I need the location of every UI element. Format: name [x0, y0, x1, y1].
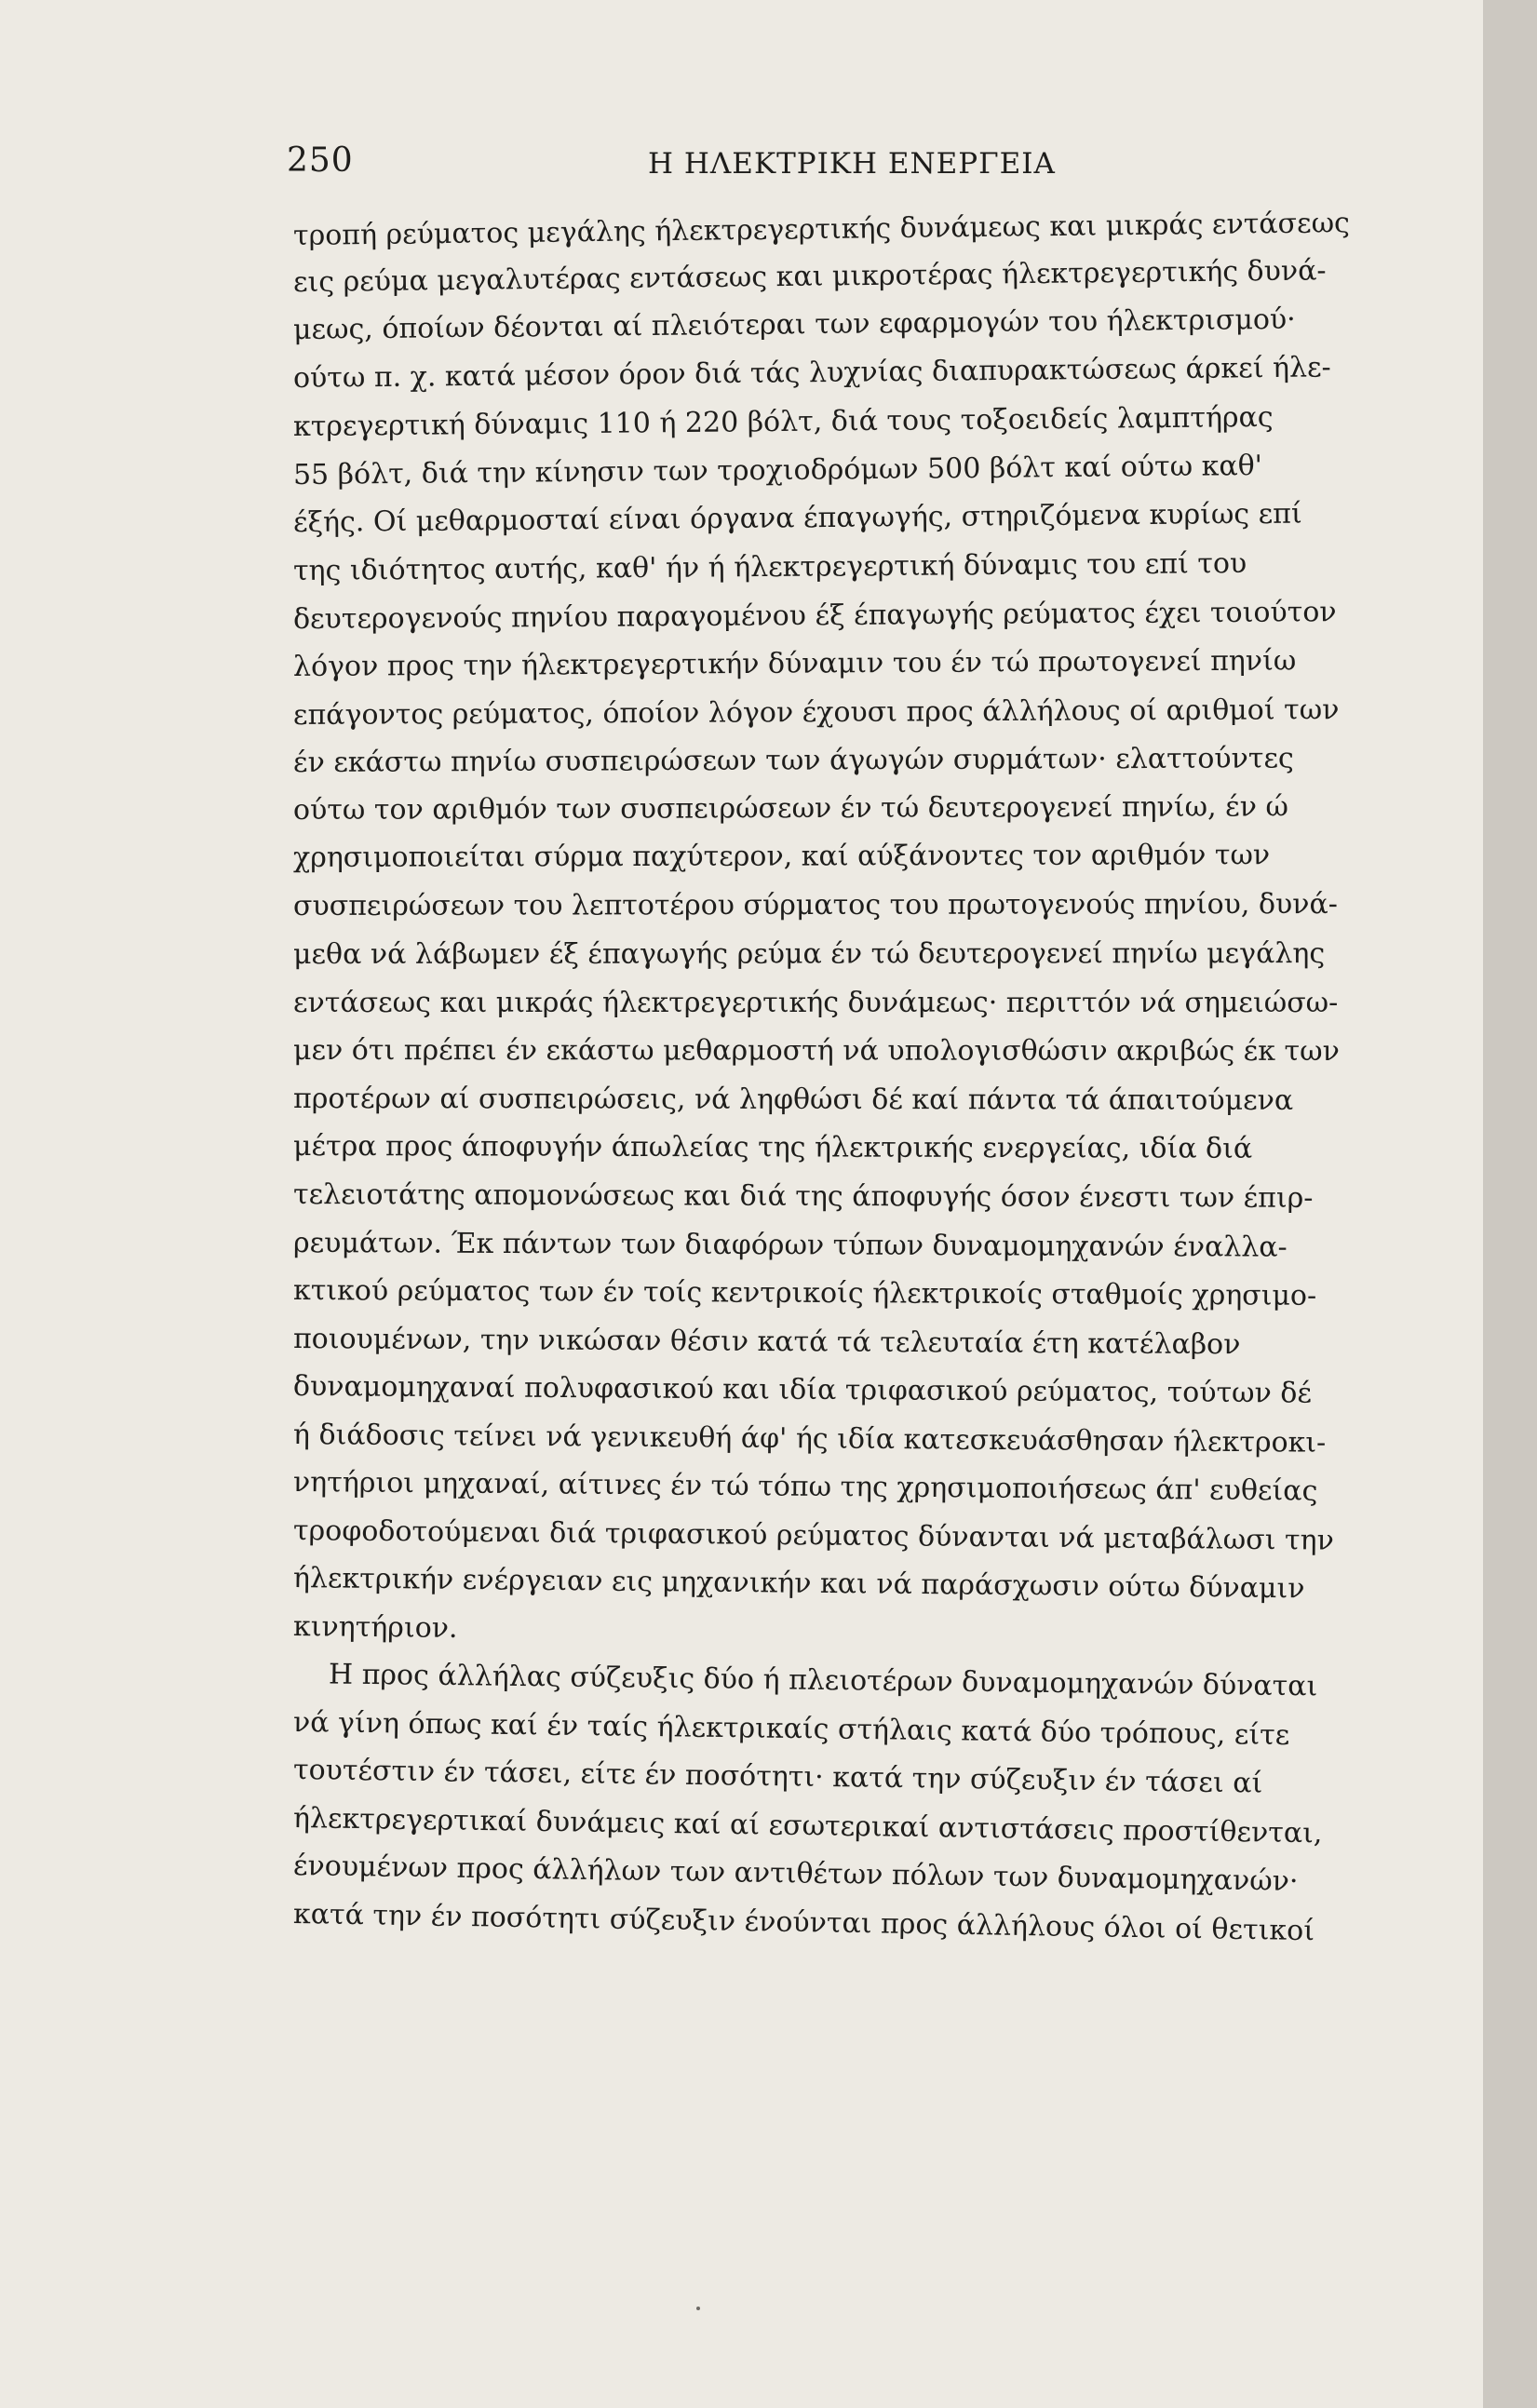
text-line: έξής. Οί μεθαρμοσταί είναι όργανα έπαγωγής, στηριζόμενα κυρίως επί [292, 497, 1302, 539]
paper-speck [696, 2307, 700, 2310]
text-line: εις ρεύμα μεγαλυτέρας εντάσεως και μικροτέρας ήλεκτρεγερτικής δυνά- [292, 254, 1327, 299]
text-line: τροπή ρεύματος μεγάλης ήλεκτρεγερτικής δυνάμεως και μικράς εντάσεως [292, 207, 1351, 252]
text-line: ούτω τον αριθμόν των συσπειρώσεων έν τώ δευτερογενεί πηνίω, έν ώ [292, 790, 1288, 827]
page-edge-shadow [1483, 0, 1537, 2408]
text-line: χρησιμοποιείται σύρμα παχύτερον, καί αύξάνοντες τον αριθμόν των [292, 839, 1271, 874]
text-line: ήλεκτρεγερτικαί δυνάμεις καί αί εσωτερικαί αντιστάσεις προστίθενται, [292, 1802, 1323, 1850]
text-line: ένουμένων προς άλλήλων των αντιθέτων πόλων των δυναμομηχανών· [292, 1850, 1299, 1898]
text-line: ούτω π. χ. κατά μέσον όρον διά τάς λυχνίας διαπυρακτώσεως άρκεί ήλε- [292, 351, 1331, 395]
text-line: επάγοντος ρεύματος, όποίον λόγον έχουσι προς άλλήλους οί αριθμοί των [292, 693, 1340, 732]
text-line: 55 βόλτ, διά την κίνησιν των τροχιοδρόμων 500 βόλτ καί ούτω καθ' [292, 450, 1263, 491]
text-line: ποιουμένων, την νικώσαν θέσιν κατά τά τελευταία έτη κατέλαβον [292, 1323, 1241, 1362]
text-line: τελειοτάτης απομονώσεως και διά της άποφυγής όσον ένεστι των έπιρ- [292, 1178, 1314, 1215]
text-line: δευτερογενούς πηνίου παραγομένου έξ έπαγωγής ρεύματος έχει τοιούτον [292, 596, 1337, 636]
text-line: έν εκάστω πηνίω συσπειρώσεων των άγωγών συρμάτων· ελαττούντες [292, 742, 1294, 779]
text-line: μέτρα προς άποφυγήν άπωλείας της ήλεκτρικής ενεργείας, ιδία διά [292, 1130, 1253, 1165]
text-line: ήλεκτρικήν ενέργειαν εις μηχανικήν και νά παράσχωσιν ούτω δύναμιν [292, 1562, 1305, 1606]
text-line: κινητήριον. [292, 1610, 458, 1646]
text-line: κτρεγερτική δύναμις 110 ή 220 βόλτ, διά τους τοξοειδείς λαμπτήρας [292, 400, 1274, 443]
text-line: εντάσεως και μικράς ήλεκτρεγερτικής δυνάμεως· περιττόν νά σημειώσω- [293, 987, 1339, 1019]
text-line: δυναμομηχαναί πολυφασικού και ιδία τριφασικού ρεύματος, τούτων δέ [292, 1370, 1313, 1410]
text-line: κτικού ρεύματος των έν τοίς κεντρικοίς ήλεκτρικοίς σταθμοίς χρησιμο- [292, 1274, 1317, 1312]
body-text [293, 209, 1434, 2211]
text-line: μεθα νά λάβωμεν έξ έπαγωγής ρεύμα έν τώ δευτερογενεί πηνίω μεγάλης [292, 937, 1326, 971]
text-line: προτέρων αί συσπειρώσεις, νά ληφθώσι δέ καί πάντα τά άπαιτούμενα [292, 1083, 1294, 1117]
text-line: της ιδιότητος αυτής, καθ' ήν ή ήλεκτρεγερτική δύναμις του επί του [292, 546, 1247, 587]
page-header [287, 141, 1106, 197]
page-number: 250 [287, 141, 354, 180]
text-line: μεως, όποίων δέονται αί πλειότεραι των εφαρμογών του ήλεκτρισμού· [292, 303, 1296, 346]
text-line: νά γίνη όπως καί έν ταίς ήλεκτρικαίς στήλαις κατά δύο τρόπους, είτε [292, 1706, 1290, 1753]
text-line: κατά την έν ποσότητι σύζευξιν ένούνται προς άλλήλους όλοι οί θετικοί [292, 1898, 1315, 1948]
running-title: Η ΗΛΕΚΤΡΙΚΗ ΕΝΕΡΓΕΙΑ [648, 147, 1056, 181]
text-line: ή διάδοσις τείνει νά γενικευθή άφ' ής ιδία κατεσκευάσθησαν ήλεκτροκι- [292, 1419, 1327, 1460]
text-line: τροφοδοτούμεναι διά τριφασικού ρεύματος δύνανται νά μεταβάλωσι την [292, 1514, 1334, 1557]
text-line: νητήριοι μηχαναί, αίτινες έν τώ τόπω της χρησιμοποιήσεως άπ' ευθείας [292, 1466, 1318, 1508]
text-line: λόγον προς την ήλεκτρεγερτικήν δύναμιν του έν τώ πρωτογενεί πηνίω [292, 644, 1297, 683]
text-line: συσπειρώσεων του λεπτοτέρου σύρματος του πρωτογενούς πηνίου, δυνά- [292, 888, 1338, 922]
text-line: Η προς άλλήλας σύζευξις δύο ή πλειοτέρων δυναμομηχανών δύναται [328, 1658, 1318, 1703]
text-line: μεν ότι πρέπει έν εκάστω μεθαρμοστή νά υπολογισθώσιν ακριβώς έκ των [292, 1034, 1340, 1068]
text-line: ρευμάτων. Έκ πάντων των διαφόρων τύπων δυναμομηχανών έναλλα- [292, 1227, 1288, 1264]
text-line: τουτέστιν έν τάσει, είτε έν ποσότητι· κατά την σύζευξιν έν τάσει αί [292, 1754, 1263, 1800]
